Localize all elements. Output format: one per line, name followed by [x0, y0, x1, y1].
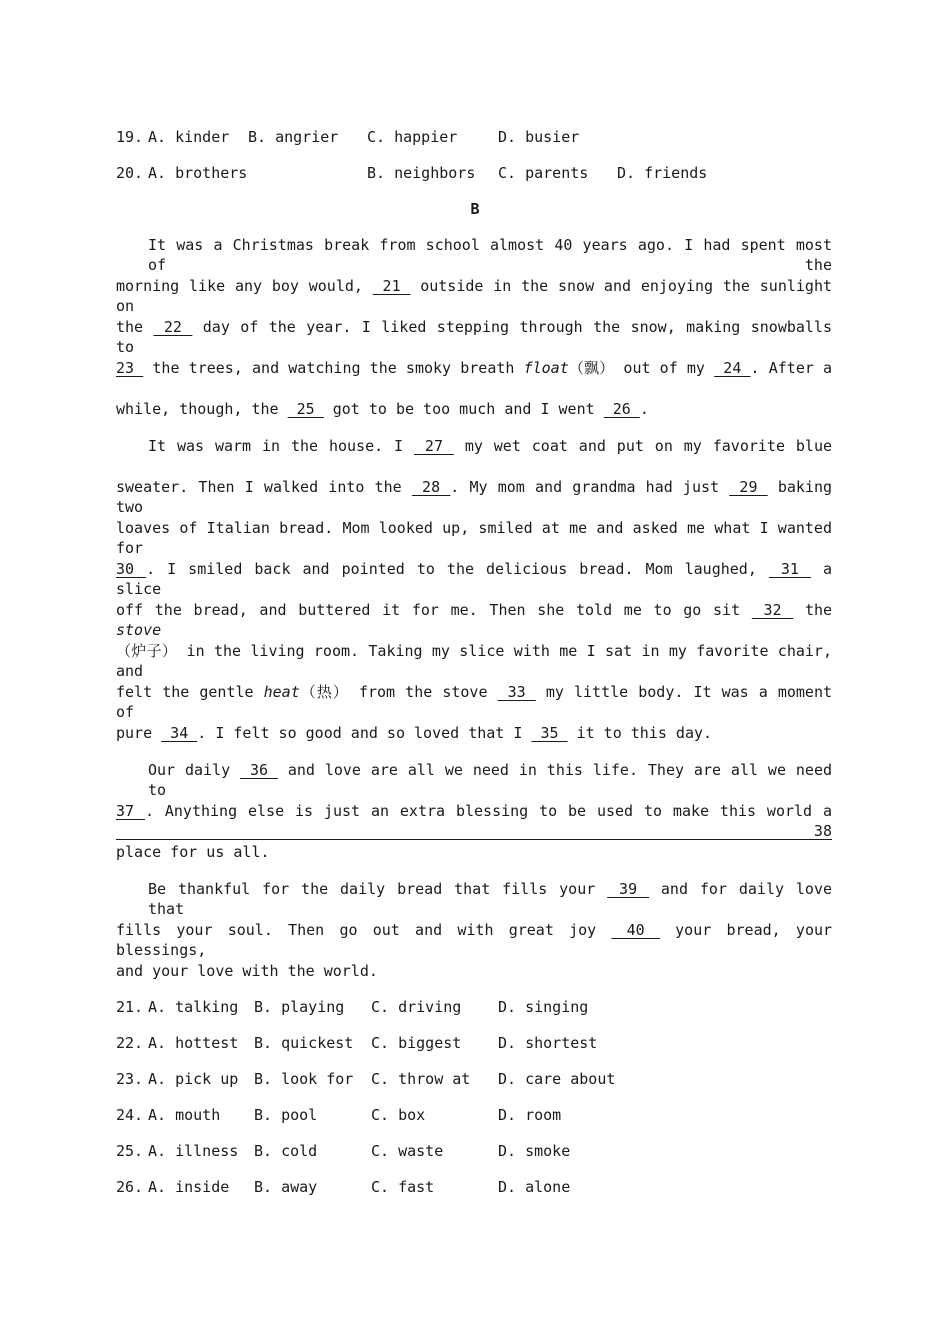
blank-27: 27 [414, 437, 454, 455]
question-number: 22. [116, 1034, 144, 1052]
option-c: C. biggest [371, 1034, 462, 1052]
blank-30: 30 [116, 560, 147, 578]
blank-31: 31 [768, 560, 811, 578]
blank-29: 29 [729, 478, 768, 496]
blank-35: 35 [531, 724, 568, 742]
text-line: It was a Christmas break from school almost 40 years ago. I had spent most of the [148, 236, 832, 274]
section-title: B [470, 200, 480, 218]
option-b: B. angrier [248, 128, 339, 146]
text-line: fills your soul. Then go out and with great joy 40 your bread, your blessings, [116, 921, 833, 959]
blank-38: 38 [116, 822, 832, 840]
text-line: the 22 day of the year. I liked stepping through the snow, making snowballs to [116, 318, 832, 356]
option-b: B. away [254, 1178, 318, 1196]
option-a: A. illness [148, 1142, 239, 1160]
blank-36: 36 [240, 761, 278, 779]
text-line: morning like any boy would, 21 outside in the snow and enjoying the sunlight on [116, 277, 833, 315]
text-line: （炉子） in the living room. Taking my slice with me I sat in my favorite chair, and [116, 642, 832, 680]
blank-24: 24 [714, 359, 751, 377]
option-d: D. friends [617, 164, 708, 182]
text-line: sweater. Then I walked into the 28 . My mom and grandma had just 29 baking two [116, 478, 833, 516]
option-d: D. shortest [498, 1034, 598, 1052]
text-line: Be thankful for the daily bread that fills your 39 and for daily love that [148, 880, 833, 918]
text-line: Our daily 36 and love are all we need in this life. They are all we need to [148, 761, 832, 799]
italic-word: heat [263, 683, 300, 701]
text-line: 23 the trees, and watching the smoky breath float（飘） out of my 24 . After a [116, 359, 833, 377]
option-d: D. alone [498, 1178, 571, 1196]
blank-40: 40 [611, 921, 660, 939]
option-c: C. waste [371, 1142, 444, 1160]
option-d: D. care about [498, 1070, 616, 1088]
text-line: off the bread, and buttered it for me. Then she told me to go sit 32 the stove [116, 601, 833, 639]
text-line: felt the gentle heat（热） from the stove 33 my little body. It was a moment of [116, 683, 833, 721]
text-line: 37 . Anything else is just an extra blessing to be used to make this world a 38 [116, 802, 833, 840]
blank-32: 32 [751, 601, 794, 619]
option-a: A. inside [148, 1178, 230, 1196]
blank-39: 39 [607, 880, 650, 898]
option-d: D. busier [498, 128, 580, 146]
blank-22: 22 [153, 318, 193, 336]
blank-23: 23 [116, 359, 144, 377]
question-number: 24. [116, 1106, 144, 1124]
option-b: B. pool [254, 1106, 318, 1124]
italic-word: float [523, 359, 569, 377]
option-c: C. parents [498, 164, 589, 182]
option-a: A. pick up [148, 1070, 239, 1088]
text-line: 30 . I smiled back and pointed to the delicious bread. Mom laughed, 31 a slice [116, 560, 833, 598]
option-d: D. singing [498, 998, 589, 1016]
blank-26: 26 [603, 400, 640, 418]
text-line: loaves of Italian bread. Mom looked up, smiled at me and asked me what I wanted for [116, 519, 832, 557]
option-a: A. mouth [148, 1106, 221, 1124]
question-number: 23. [116, 1070, 144, 1088]
question-number: 21. [116, 998, 144, 1016]
text-line: while, though, the 25 got to be too much and I went 26 . [116, 400, 649, 418]
option-c: C. driving [371, 998, 462, 1016]
question-number: 26. [116, 1178, 144, 1196]
blank-25: 25 [287, 400, 324, 418]
option-b: B. quickest [254, 1034, 354, 1052]
option-b: B. look for [254, 1070, 354, 1088]
blank-21: 21 [372, 277, 411, 295]
option-c: C. fast [371, 1178, 435, 1196]
option-c: C. throw at [371, 1070, 471, 1088]
option-a: A. brothers [148, 164, 248, 182]
option-c: C. happier [367, 128, 458, 146]
option-d: D. smoke [498, 1142, 571, 1160]
option-a: A. talking [148, 998, 239, 1016]
question-number: 20. [116, 164, 144, 182]
italic-word: stove [116, 621, 162, 639]
option-d: D. room [498, 1106, 562, 1124]
blank-33: 33 [497, 683, 536, 701]
option-a: A. kinder [148, 128, 230, 146]
text-line: place for us all. [116, 843, 270, 861]
blank-28: 28 [411, 478, 451, 496]
question-number: 25. [116, 1142, 144, 1160]
option-b: B. playing [254, 998, 345, 1016]
option-b: B. neighbors [367, 164, 476, 182]
text-line: It was warm in the house. I 27 my wet coat and put on my favorite blue [148, 437, 833, 455]
text-line: pure 34 . I felt so good and so loved that I 35 it to this day. [116, 724, 713, 742]
question-number: 19. [116, 128, 144, 146]
blank-37: 37 [116, 802, 145, 820]
option-a: A. hottest [148, 1034, 239, 1052]
blank-34: 34 [161, 724, 198, 742]
option-c: C. box [371, 1106, 426, 1124]
option-b: B. cold [254, 1142, 318, 1160]
text-line: and your love with the world. [116, 962, 378, 980]
